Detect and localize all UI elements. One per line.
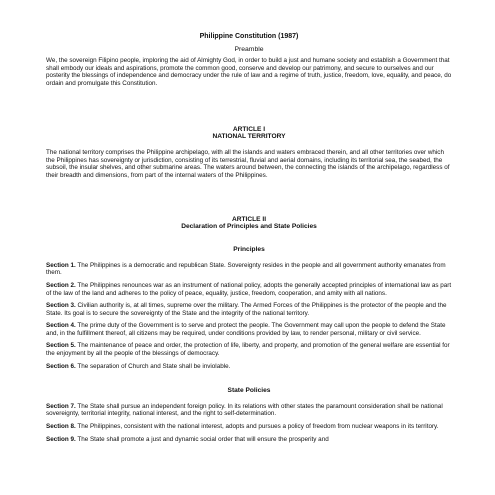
section-label: Section 1. — [46, 261, 76, 269]
section-label: Section 5. — [46, 342, 76, 350]
article-1-number: ARTICLE I — [232, 125, 266, 133]
article-1-text: The national territory comprises the Philippine archipelago, with all the islands and waters embraced therein, and all other territories over which the Philippines has sovereignty or jurisdiction, consisting of its terrestrial, fluvial and aerial domains, including its territorial sea, the seabed, the subsoil, the insular shelves, and other submarine areas. The waters around between, the connecting the islands of the archipelago, regardless of their breadth and dimensions, from part of the internal waters of the Philippines. — [46, 149, 450, 179]
section-8 — [46, 423, 452, 431]
spacer — [46, 88, 452, 126]
section-text: The Philippines is a democratic and republican State. Sovereignty resides in the people and all government authority emanates from them. — [46, 261, 446, 277]
spacer — [46, 231, 452, 246]
spacer — [46, 141, 452, 149]
policies-list — [46, 403, 452, 443]
section-label: Section 9. — [46, 435, 76, 443]
section-9 — [46, 436, 452, 444]
section-text: The separation of Church and State shall be inviolable. — [75, 362, 231, 370]
spacer — [46, 375, 452, 387]
preamble-text: We, the sovereign Filipino people, imploring the aid of Almighty God, in order to build a just and humane society and establish a Government that shall embody our ideals and aspirations, promote the common good, conserve and develop our patrimony, and secure to ourselves and our posterity the blessings of independence and democracy under the rule of law and a regime of truth, justice, freedom, love, equality, and peace, do ordain and promulgate this Constitution. — [46, 57, 452, 87]
section-text: The prime duty of the Government is to serve and protect the people. The Government may call upon the people to defend the State and, in the fulfillment thereof, all citizens may be required, under conditions provided by law, to render personal, military or civil service. — [46, 322, 446, 337]
section-4 — [46, 322, 452, 337]
principles-heading: Principles — [233, 246, 265, 254]
article-1-name: NATIONAL TERRITORY — [212, 133, 286, 141]
section-1 — [46, 262, 452, 277]
section-label: Section 2. — [46, 281, 76, 289]
section-6 — [46, 363, 452, 371]
section-label: Section 4. — [46, 322, 76, 330]
document-page — [46, 33, 452, 448]
section-text: Civilian authority is, at all times, supreme over the military. The Armed Forces of the Philippines is the protector of the people and the State. Its goal is to secure the sovereignty of the State and the integrity of the national territory. — [46, 302, 447, 317]
section-label: Section 6. — [46, 362, 76, 370]
spacer — [46, 180, 452, 216]
section-text: The Philippines renounces war as an instrument of national policy, adopts the generally accepted principles of international law as part of the law of the land and adheres to the policy of peace, equality, justice, freedom, cooperation, and amity with all nations. — [46, 281, 452, 297]
article-2-name: Declaration of Principles and State Policies — [181, 223, 317, 231]
spacer — [46, 254, 452, 262]
section-3 — [46, 302, 452, 317]
section-label: Section 3. — [46, 302, 76, 310]
section-text: The Philippines, consistent with the national interest, adopts and pursues a policy of freedom from nuclear weapons in its territory. — [75, 423, 439, 431]
state-policies-heading: State Policies — [227, 387, 271, 395]
section-text: The State shall pursue an independent foreign policy. In its relations with other states the paramount consideration shall be national sovereignty, territorial integrity, national interest, and the right to self-determination. — [46, 402, 443, 418]
section-2 — [46, 282, 452, 297]
document-title: Philippine Constitution (1987) — [199, 33, 299, 40]
section-5 — [46, 342, 452, 357]
spacer — [46, 395, 452, 403]
article-2-number: ARTICLE II — [231, 215, 267, 223]
principles-list — [46, 262, 452, 371]
section-label: Section 8. — [46, 423, 76, 431]
section-text: The maintenance of peace and order, the protection of life, liberty, and property, and promotion of the general welfare are essential for the enjoyment by all the people of the blessings of democracy. — [46, 342, 450, 358]
preamble-heading: Preamble — [234, 45, 264, 53]
section-text: The State shall promote a just and dynamic social order that will ensure the prosperity and — [75, 435, 329, 443]
section-7 — [46, 403, 452, 418]
section-label: Section 7. — [46, 402, 76, 410]
